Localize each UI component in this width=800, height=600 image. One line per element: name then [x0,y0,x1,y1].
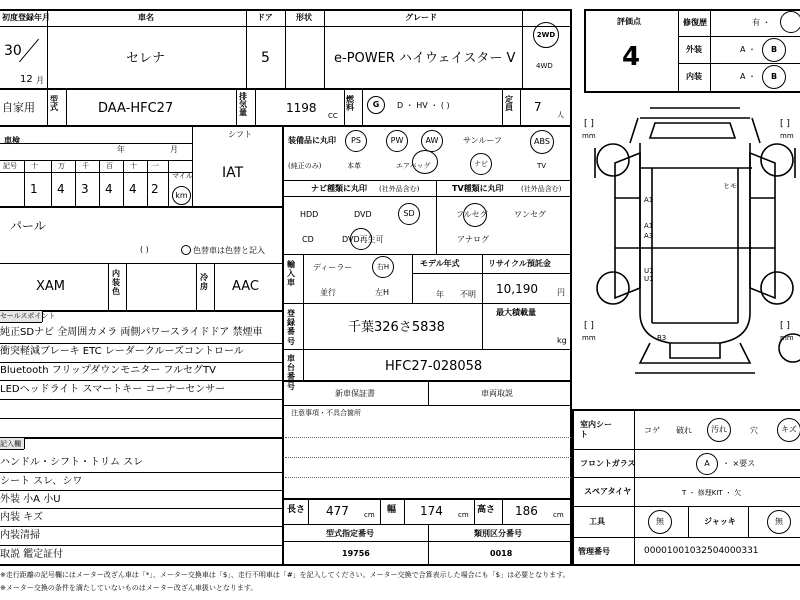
svg-text:[ ]: [ ] [584,321,594,331]
divider [0,545,282,546]
color-note: 色替車は色替と記入 [193,246,265,255]
import-right-h: 右H [372,256,394,278]
fuel-options: D ・ HV ・ ( ) [397,101,450,110]
divider [303,255,304,303]
height-label: 高さ [477,505,496,515]
diagram-damage-label: U1 [644,275,654,283]
registration-label: 登録番号 [287,309,295,346]
registration-value: 千葉326さ5838 [348,320,445,335]
car-damage-diagram [580,98,800,403]
class-no-value: 0018 [490,549,513,558]
tv-analog: アナログ [457,235,489,244]
mileage-digit: 2 [151,182,159,196]
mileage-digit-label: 万 [58,162,65,170]
divider [236,89,237,125]
capacity-label: 定員 [505,95,513,112]
sales-point-line: Bluetooth フリップダウンモニター フルセグTV [0,365,216,376]
mileage-digit-label: 一 [152,162,159,170]
first-reg-label: 初度登録年月 [2,13,50,22]
spare-rest: T ・ 修理KIT ・ 欠 [682,489,742,497]
divider [502,499,503,524]
equip-abs: ABS [530,130,554,154]
navi-cd: CD [302,235,314,244]
divider [634,410,635,565]
divider [308,499,309,524]
navi-hdd: HDD [300,210,319,219]
divider [324,10,325,88]
tv-type-label: TV種類に丸印 [452,184,504,193]
divider [0,206,282,208]
first-reg-year: 30 [4,43,22,59]
navi-sd: SD [398,203,420,225]
mileage-digit: 4 [105,182,113,196]
divider [283,254,572,255]
model-year-unknown: 不明 [460,290,476,299]
divider [362,89,363,125]
jack-value: 無 [767,510,791,534]
seat-item: 穴 [750,426,758,435]
divider [344,89,345,125]
mileage-digit-label: 千 [82,162,89,170]
divider [502,89,503,125]
width-unit: cm [458,511,469,519]
chassis-value: HFC27-028058 [385,359,483,374]
length-unit: cm [364,511,375,519]
displacement: 1198 [286,101,317,115]
footer-note-1: ※走行距離の記号欄にはメーター改ざん車は「*」、メーター交換車は「$」、走行不明車は「#」を記入してください。メーター交換で合算表示した場合にも「$」は必要となります。 [0,571,570,579]
capacity: 7 [534,100,542,114]
divider [283,180,572,181]
inspector-note-line: 取説 鑑定証付 [0,549,64,560]
import-label: 輸入車 [287,260,295,288]
model-code: DAA-HFC27 [98,101,174,116]
mileage-digit-label: 十 [31,162,38,170]
ac-value: AAC [232,279,259,294]
divider [47,89,48,125]
divider [123,160,124,206]
tv-type-sub: (社外品含む) [521,185,562,193]
exterior-b: B [762,38,786,62]
mgmt-value: 00001001032504000331 [644,546,759,556]
chassis-label: 車台番号 [287,354,295,391]
diagram-damage-label: A1 [644,222,654,230]
divider [51,160,52,206]
mileage-digit: 4 [129,182,137,196]
divider [0,88,572,90]
type-no-label: 型式指定番号 [326,529,374,538]
first-reg-month: 12 [20,74,33,85]
divider [214,264,215,310]
inspector-note-line: 内装清掃 [0,530,40,541]
divider [572,477,800,478]
divider [99,160,100,206]
inspection-year-label: 年 [117,145,125,154]
tv-oneseg: ワンセグ [514,210,546,219]
divider [0,508,282,509]
class-no-label: 類別区分番号 [474,529,522,538]
spare-label: スペアタイヤ [584,487,632,496]
mileage-symbol-label: 記号 [3,162,17,170]
diagram-damage-label: ヒモ [723,182,737,190]
divider [0,449,24,450]
navi-type-label: ナビ種類に丸印 [311,184,367,193]
tools-label: 工具 [589,517,605,526]
divider [404,499,405,524]
divider [482,304,483,349]
model-year-unit: 年 [436,290,444,299]
mm-tr: mm [780,132,794,140]
cc-unit: CC [328,112,338,120]
doc-manual: 車両取説 [481,389,513,398]
mm-br: mm [780,334,794,342]
equip-tv: TV [537,162,547,170]
type-no-value: 19756 [342,549,370,558]
import-parallel: 並行 [320,288,336,297]
jack-label: ジャッキ [704,517,736,526]
inspection-month-label: 月 [170,145,178,154]
inspector-note-line: 外装 小A 小U [0,494,61,505]
doors: 5 [261,50,270,66]
equip-airbag: エアバッグ [396,162,431,170]
divider [436,181,437,254]
height-value: 186 [515,504,538,518]
divider [246,10,247,88]
recycle-unit: 円 [557,288,565,297]
length-label: 長さ [287,505,306,515]
width-value: 174 [420,504,443,518]
svg-text:[ ]: [ ] [780,119,790,129]
footer-note-2: ※メーター交換の条件を満たしていないものはメーター改ざん車扱いとなります。 [0,584,258,592]
divider [285,10,286,88]
doc-warranty: 新車保証書 [335,389,375,398]
inspector-note-line: 内装 キズ [0,512,43,523]
divider [0,362,282,363]
sales-point-line: 純正SDナビ 全周囲カメラ 両側パワースライドドア 禁煙車 [0,327,263,338]
seat-item: キズ [777,418,800,442]
import-left-h: 左H [375,288,390,297]
shift-value: IAT [222,165,244,181]
color-value: パール [10,219,46,233]
divider [147,160,148,206]
repair-value: 有 ・ [752,18,771,27]
divider [283,498,572,500]
divider [66,89,67,125]
max-load-unit: kg [557,336,567,345]
drive-2wd: 2WD [533,22,559,48]
equipment-label: 装備品に丸印 [288,136,336,145]
mm-bl: mm [582,334,596,342]
divider [283,303,572,304]
divider [412,255,413,303]
sheet-left-frame [0,9,572,566]
navi-dvd: DVD [354,210,372,219]
divider [572,537,800,538]
displacement-label: 排気量 [239,92,247,117]
inspector-notes-label: 記入欄 [0,440,21,448]
recycle-value: 10,190 [496,282,538,296]
divider [572,449,800,450]
divider [522,10,523,88]
color-paren: ( ) [140,245,149,254]
divider [520,89,521,125]
notice-label: 注意事項・不具合箇所 [291,409,361,417]
glass-a: A [696,453,718,475]
usage: 自家用 [2,101,35,114]
door-label: ドア [257,13,273,22]
mgmt-label: 管理番号 [578,547,610,556]
svg-text:[ ]: [ ] [584,119,594,129]
fuel-g: G [367,96,385,114]
divider [710,10,711,92]
tools-value: 無 [648,510,672,534]
seat-item: コゲ [644,426,660,435]
height-unit: cm [553,511,564,519]
equip-ps: PS [345,130,367,152]
divider [0,490,282,491]
divider [126,264,127,310]
mile-label: マイル [172,172,193,180]
divider [196,264,197,310]
divider [0,343,282,344]
divider [283,196,572,197]
divider [283,541,572,542]
seat-label: 室内シート [580,420,612,440]
divider [412,273,572,274]
inspector-note-line: シート スレ、シワ [0,476,83,487]
divider [192,126,193,206]
diagram-damage-label: A3 [644,232,654,240]
divider [678,10,679,92]
divider [678,63,800,64]
divider [283,349,572,350]
divider [24,438,25,449]
car-name-label: 車名 [138,13,154,22]
score-label: 評価点 [617,17,641,26]
equip-pw: PW [386,130,408,152]
tv-fullseg: フルセグ [456,210,488,219]
mm-tl: mm [582,132,596,140]
fuel-label: 燃料 [346,95,354,112]
equip-leather: 本革 [347,162,361,170]
equip-aw: AW [421,130,443,152]
navi-type-sub: (社外品含む) [379,185,420,193]
divider [0,172,192,173]
mileage-digit-label: 百 [106,162,113,170]
equipment-sub: (純正のみ) [288,162,322,170]
svg-text:[ ]: [ ] [780,321,790,331]
divider [303,350,304,380]
divider [474,499,475,524]
glass-label: フロントガラス [580,459,636,468]
model-label: 型式 [50,95,58,112]
divider [168,160,169,206]
divider [748,507,749,537]
shift-label: シフト [228,130,252,139]
import-dealer: ディーラー [313,263,353,272]
equip-sunroof: サンルーフ [463,136,502,145]
sales-point-line: LEDヘッドライト スマートキー コーナーセンサー [0,384,226,395]
interior-b: B [762,65,786,89]
divider [678,36,800,37]
shape-label: 形状 [296,13,312,22]
car-name: セレナ [126,51,166,66]
divider [0,526,282,527]
diagram-damage-label: B3 [657,334,667,342]
divider [282,126,284,566]
diagram-damage-label: A1 [644,196,654,204]
diagram-damage-label: U1 [644,267,654,275]
divider [0,160,192,161]
interior-label: 内装 [686,72,702,81]
km-unit: km [172,186,191,205]
exterior-a: A ・ [740,45,757,54]
divider [0,125,572,127]
color-change-circle-icon [181,245,191,255]
mileage-digit: 1 [30,182,38,196]
divider [0,143,192,144]
divider [0,263,282,264]
divider [24,160,25,206]
notice-line [285,457,571,458]
ac-label: 冷房 [200,273,208,291]
sales-point-line: 衝突軽減ブレーキ ETC レーダークルーズコントロール [0,346,244,357]
divider [0,418,282,419]
divider [380,499,381,524]
width-label: 幅 [387,505,397,515]
grade-label: グレード [405,13,437,22]
divider [283,405,572,406]
score-value: 4 [622,42,641,72]
mileage-digit-label: 十 [130,162,137,170]
seat-item: 汚れ [707,418,731,442]
divider [255,89,256,125]
navi-dvd-play: DVD再生可 [342,235,384,244]
divider [572,506,800,507]
divider [0,380,282,381]
notice-line [285,477,571,478]
divider [0,472,282,473]
drive-4wd: 4WD [536,62,553,70]
inspection-label: 車検 [4,136,20,145]
divider [75,160,76,206]
mileage-digit: 4 [57,182,65,196]
grade: e-POWER ハイウェイスター V [334,51,516,66]
divider [428,381,429,405]
interior-color-label: 内装色 [112,269,120,296]
model-year-label: モデル年式 [420,259,460,268]
notice-line [285,437,571,438]
divider [108,264,109,310]
equip-navi: ナビ [470,153,492,175]
divider [0,322,42,323]
divider [688,507,689,537]
first-reg-month-unit: 月 [36,76,44,85]
divider [428,525,429,566]
repair-none-circle [780,11,800,33]
interior-a: A ・ [740,72,757,81]
divider [0,399,282,400]
sales-points-label: セールスポイント [0,312,56,320]
inspector-note-line: ハンドル・シフト・トリム スレ [0,457,144,468]
repair-label: 修復歴 [683,18,707,27]
divider [303,304,304,349]
capacity-unit: 人 [557,111,564,119]
mileage-digit: 3 [81,182,89,196]
divider [482,255,483,303]
divider [0,437,282,439]
color-code: XAM [36,279,66,294]
length-value: 477 [326,504,349,518]
divider [0,26,572,27]
glass-rest: ・ ×要ス [722,459,756,468]
recycle-label: リサイクル預託金 [488,259,551,268]
exterior-label: 外装 [686,45,702,54]
seat-item: 破れ [676,426,692,435]
max-load-label: 最大積載量 [496,308,536,317]
